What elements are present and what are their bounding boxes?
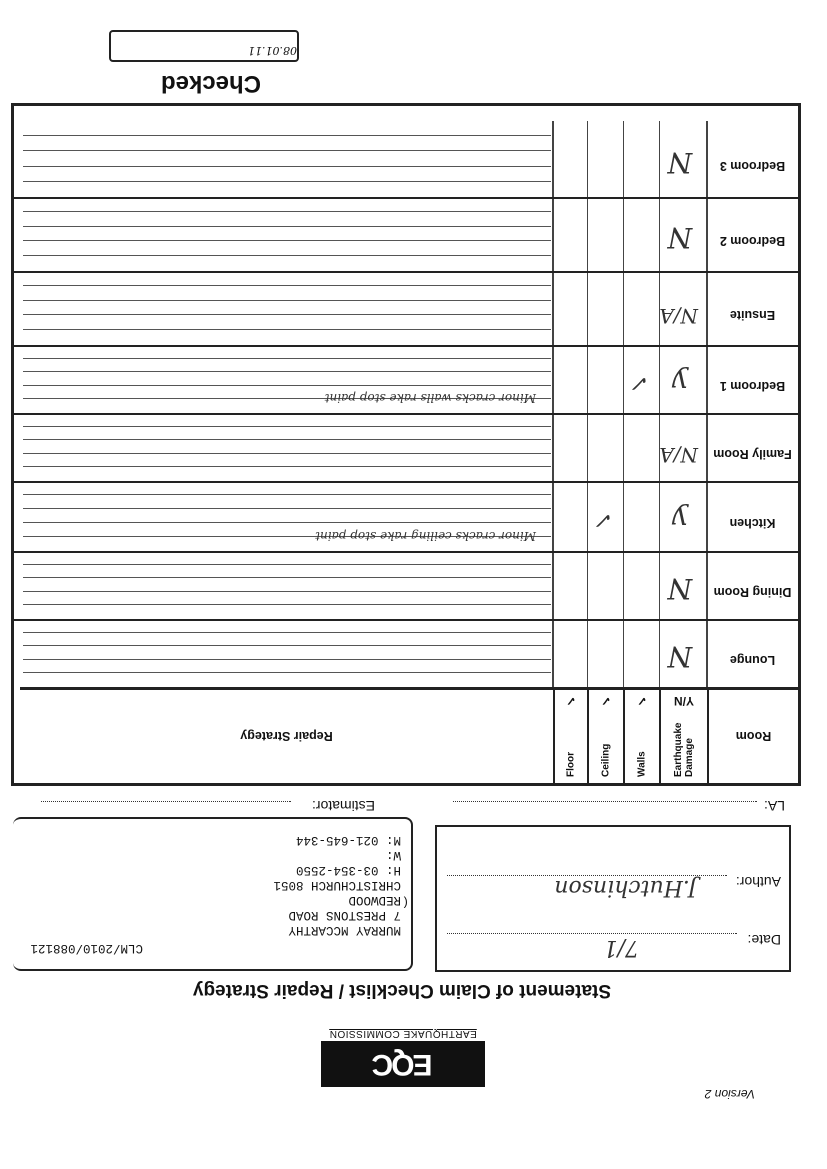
column-divider [623, 199, 624, 271]
writing-line [23, 591, 551, 592]
ceiling-tick: ✓ [595, 507, 615, 532]
eq-damage-value: N/A [659, 304, 698, 328]
room-name: Family Room [713, 447, 792, 461]
date-author-box [435, 825, 791, 972]
column-divider [659, 553, 660, 619]
writing-line [23, 181, 551, 182]
eq-damage-value: N [667, 221, 693, 254]
phone-home: H: 03-354-2550 [295, 863, 401, 877]
column-divider [623, 121, 624, 197]
writing-line [23, 371, 551, 372]
phone-work: W: [385, 848, 401, 862]
writing-line [23, 385, 551, 386]
room-checklist-table [11, 103, 801, 786]
table-row [14, 619, 798, 687]
writing-line [23, 508, 551, 509]
eqc-logo [321, 1028, 485, 1087]
column-divider [623, 273, 624, 345]
column-divider [587, 273, 588, 345]
claimant-address-card: ( CLM/2010/088121 MURRAY MCCARTHY 7 PRESTONS ROAD REDWOOD CHRISTCHURCH 8051 H: 03-354-2550 W: M: 021-645-344 [13, 817, 413, 971]
writing-line [23, 632, 551, 633]
column-divider [659, 347, 660, 413]
column-divider [587, 199, 588, 271]
logo-subtitle: EARTHQUAKE COMMISSION [329, 1028, 477, 1039]
writing-line [23, 329, 551, 330]
eq-damage-value: N [667, 640, 693, 673]
room-name: Bedroom 2 [719, 234, 786, 248]
column-divider [587, 621, 588, 687]
writing-line [23, 564, 551, 565]
eq-damage-value: N [667, 146, 693, 179]
address-street: 7 PRESTONS ROAD [288, 908, 401, 922]
writing-line [23, 645, 551, 646]
writing-line [23, 314, 551, 315]
column-divider [587, 553, 588, 619]
column-divider [659, 621, 660, 687]
writing-line [23, 211, 551, 212]
walls-tick: ✓ [631, 370, 651, 395]
writing-line [23, 150, 551, 151]
checked-date: 08.01.11 [248, 44, 297, 57]
writing-line [23, 577, 551, 578]
writing-line [23, 522, 551, 523]
writing-line [23, 439, 551, 440]
column-divider [552, 199, 554, 271]
column-divider [623, 415, 624, 481]
date-value: 7/1 [603, 935, 639, 960]
header-eq-damage: Earthquake Damage Y/N [659, 687, 707, 783]
writing-line [23, 426, 551, 427]
column-divider [623, 553, 624, 619]
writing-line [23, 255, 551, 256]
eq-damage-value: y [672, 503, 688, 536]
column-divider [552, 273, 554, 345]
column-divider [587, 415, 588, 481]
checked-stamp: Checked [160, 70, 261, 97]
table-row [14, 413, 798, 481]
address-city: CHRISTCHURCH 8051 [273, 878, 401, 892]
author-label: Author: [735, 874, 781, 890]
logo-mark: EQC [321, 1041, 485, 1087]
column-divider [659, 121, 660, 197]
repair-note: Minor cracks walls rake stop paint [324, 391, 536, 405]
header-room: Room [707, 687, 798, 783]
date-line [447, 933, 737, 934]
claim-number: CLM/2010/088121 [30, 941, 143, 955]
column-divider [623, 621, 624, 687]
writing-line [23, 672, 551, 673]
writing-line [23, 285, 551, 286]
column-divider [552, 347, 554, 413]
room-name: Kitchen [729, 516, 776, 530]
address-suburb: REDWOOD [348, 893, 401, 907]
table-row [14, 197, 798, 271]
column-divider [659, 199, 660, 271]
eq-damage-value: y [672, 366, 688, 399]
header-floor: Floor ✓ [553, 687, 587, 783]
column-divider [659, 483, 660, 551]
table-row [14, 121, 798, 197]
estimator-label: Estimator: [311, 798, 375, 814]
table-row [14, 271, 798, 345]
header-ceiling: Ceiling ✓ [587, 687, 623, 783]
date-label: Date: [747, 932, 781, 948]
phone-mobile: M: 021-645-344 [295, 833, 401, 847]
writing-line [23, 659, 551, 660]
room-name: Bedroom 1 [719, 379, 786, 393]
writing-line [23, 166, 551, 167]
header-walls: Walls ✓ [623, 687, 659, 783]
column-divider [587, 347, 588, 413]
writing-line [23, 494, 551, 495]
column-divider [552, 553, 554, 619]
eq-damage-value: N/A [659, 443, 698, 467]
form-title: Statement of Claim Checklist / Repair Strategy [192, 980, 612, 1001]
column-divider [552, 483, 554, 551]
writing-line [23, 300, 551, 301]
room-name: Ensuite [729, 308, 776, 322]
header-repair-strategy: Repair Strategy [20, 687, 553, 783]
table-row [14, 551, 798, 619]
author-value: J.Hutchinson [554, 875, 697, 900]
eq-damage-value: N [667, 572, 693, 605]
la-line [453, 801, 757, 802]
writing-line [23, 135, 551, 136]
repair-note: Minor cracks ceiling rake stop paint [315, 529, 536, 543]
room-name: Bedroom 3 [719, 159, 786, 173]
column-divider [623, 483, 624, 551]
writing-line [23, 358, 551, 359]
writing-line [23, 466, 551, 467]
column-divider [552, 121, 554, 197]
column-divider [587, 121, 588, 197]
column-divider [552, 415, 554, 481]
writing-line [23, 453, 551, 454]
la-label: LA: [763, 798, 785, 814]
writing-line [23, 604, 551, 605]
writing-line [23, 240, 551, 241]
writing-line [23, 226, 551, 227]
table-row [14, 345, 798, 413]
room-name: Lounge [729, 653, 776, 667]
room-name: Dining Room [713, 585, 792, 599]
version-label: Version 2 [704, 1087, 755, 1101]
estimator-line [41, 801, 291, 802]
claimant-name: MURRAY MCCARTHY [288, 923, 401, 937]
column-divider [552, 621, 554, 687]
table-row [14, 481, 798, 551]
